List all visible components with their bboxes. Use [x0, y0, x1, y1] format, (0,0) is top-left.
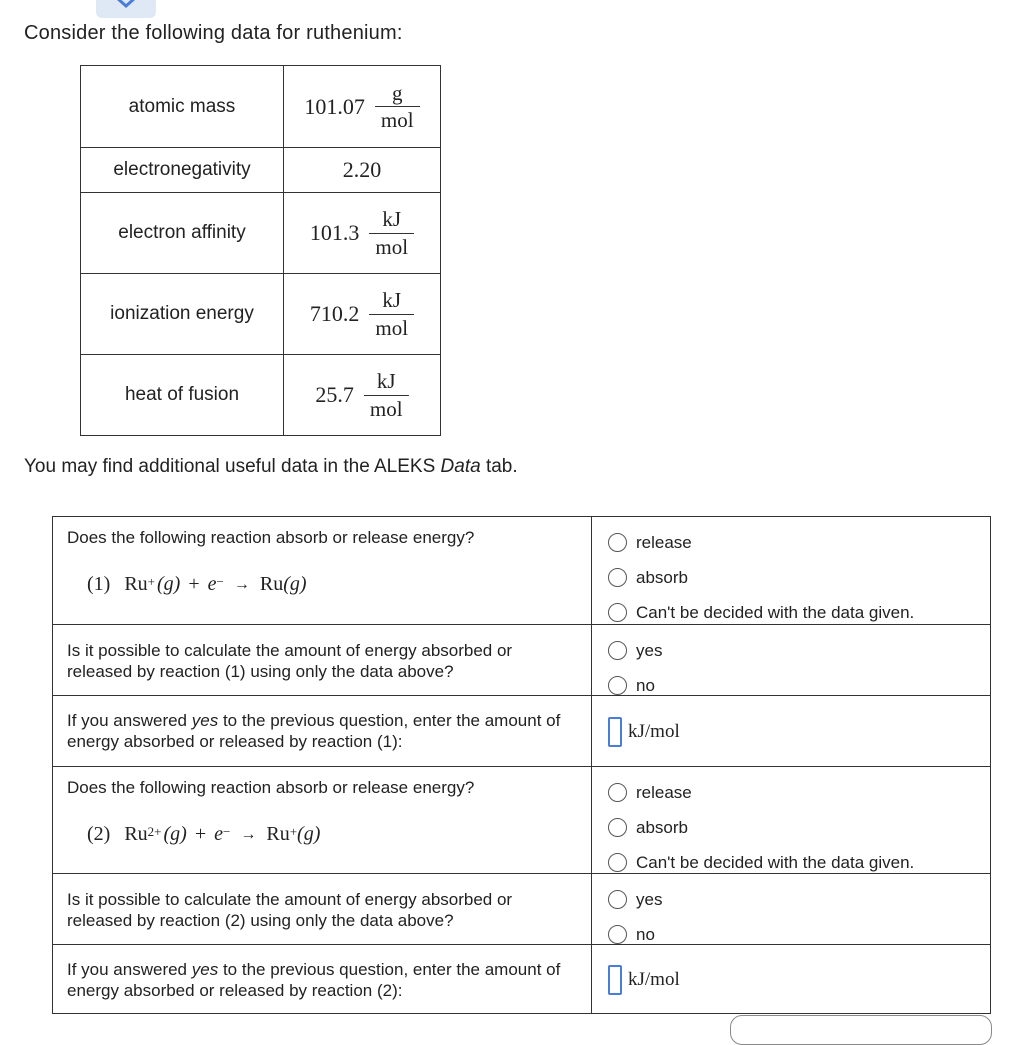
- table-row: [81, 66, 441, 148]
- radio-button[interactable]: [608, 568, 627, 587]
- row-label: electron affinity: [81, 193, 284, 274]
- option-absorb[interactable]: absorb: [608, 560, 974, 595]
- option-release[interactable]: release: [608, 525, 974, 560]
- unit-denominator: mol: [375, 106, 420, 131]
- option-cant-decide[interactable]: Can't be decided with the data given.: [608, 595, 974, 630]
- question-prompt: Does the following reaction absorb or release energy?: [67, 778, 475, 797]
- unit-denominator: mol: [369, 233, 414, 258]
- element-data-table: [80, 65, 441, 436]
- radio-button[interactable]: [608, 783, 627, 802]
- unit-denominator: mol: [364, 395, 409, 420]
- row-value: 25.7: [315, 382, 354, 407]
- unit-label: kJ/mol: [628, 969, 680, 990]
- unit-denominator: mol: [369, 314, 414, 339]
- radio-button[interactable]: [608, 890, 627, 909]
- unit-numerator: kJ: [382, 207, 402, 232]
- row-value: 101.07: [304, 93, 365, 119]
- unit-label: kJ/mol: [628, 721, 680, 742]
- data-tab-reference: Data: [440, 456, 481, 477]
- option-cant-decide[interactable]: Can't be decided with the data given.: [608, 845, 974, 880]
- question-prompt: Is it possible to calculate the amount of energy absorbed or released by reaction (2) using only the data above?: [53, 874, 592, 944]
- unit-numerator: kJ: [382, 288, 402, 313]
- row-label: ionization energy: [81, 274, 284, 355]
- chevron-down-icon: [115, 0, 137, 8]
- question-row-2: [53, 624, 990, 695]
- table-row: [81, 193, 441, 274]
- radio-button[interactable]: [608, 925, 627, 944]
- energy-input-1[interactable]: [608, 717, 622, 747]
- question-prompt: Is it possible to calculate the amount of energy absorbed or released by reaction (1) using only the data above?: [53, 625, 592, 695]
- row-value: 710.2: [309, 301, 360, 326]
- option-yes[interactable]: yes: [608, 882, 974, 917]
- reaction-1: (1) Ru + (g) + e − → Ru (g): [87, 573, 307, 595]
- question-prompt: If you answered yes to the previous question, enter the amount of energy absorbed or released by reaction (2):: [53, 945, 592, 1013]
- radio-button[interactable]: [608, 853, 627, 872]
- question-row-4: [53, 766, 990, 873]
- option-release[interactable]: release: [608, 775, 974, 810]
- answer-options: [592, 517, 990, 624]
- radio-button[interactable]: [608, 818, 627, 837]
- question-row-6: [53, 944, 990, 1013]
- question-prompt: If you answered yes to the previous question, enter the amount of energy absorbed or released by reaction (1):: [53, 696, 592, 766]
- row-label: electronegativity: [81, 148, 284, 193]
- option-absorb[interactable]: absorb: [608, 810, 974, 845]
- unit-numerator: g: [391, 80, 403, 105]
- answer-options: [592, 874, 990, 944]
- question-row-5: [53, 873, 990, 944]
- radio-button[interactable]: [608, 603, 627, 622]
- unit-numerator: kJ: [376, 369, 396, 394]
- question-prompt: Does the following reaction absorb or release energy?: [67, 528, 475, 547]
- option-no[interactable]: no: [608, 668, 974, 703]
- answer-options: [592, 767, 990, 873]
- table-row: [81, 148, 441, 193]
- radio-button[interactable]: [608, 533, 627, 552]
- answer-options: [592, 625, 990, 695]
- row-label: heat of fusion: [81, 355, 284, 436]
- energy-input-2[interactable]: [608, 965, 622, 995]
- radio-button[interactable]: [608, 676, 627, 695]
- aleks-data-note: You may find additional useful data in the ALEKS Data tab.: [24, 456, 518, 477]
- question-grid: [52, 516, 991, 1014]
- question-row-1: [53, 517, 990, 624]
- reaction-2: (2) Ru $^{2+}$ (g) + e − → Ru + (g): [87, 823, 321, 845]
- action-button[interactable]: [730, 1015, 992, 1045]
- row-value: 101.3: [309, 220, 360, 245]
- row-value: 2.20: [342, 157, 382, 182]
- radio-button[interactable]: [608, 641, 627, 660]
- option-yes[interactable]: yes: [608, 633, 974, 668]
- table-row: [81, 355, 441, 436]
- intro-text: Consider the following data for ruthenium:: [24, 22, 403, 44]
- question-row-3: [53, 695, 990, 766]
- row-label: atomic mass: [81, 66, 284, 148]
- collapse-tab[interactable]: [96, 0, 156, 18]
- option-no[interactable]: no: [608, 917, 974, 952]
- table-row: [81, 274, 441, 355]
